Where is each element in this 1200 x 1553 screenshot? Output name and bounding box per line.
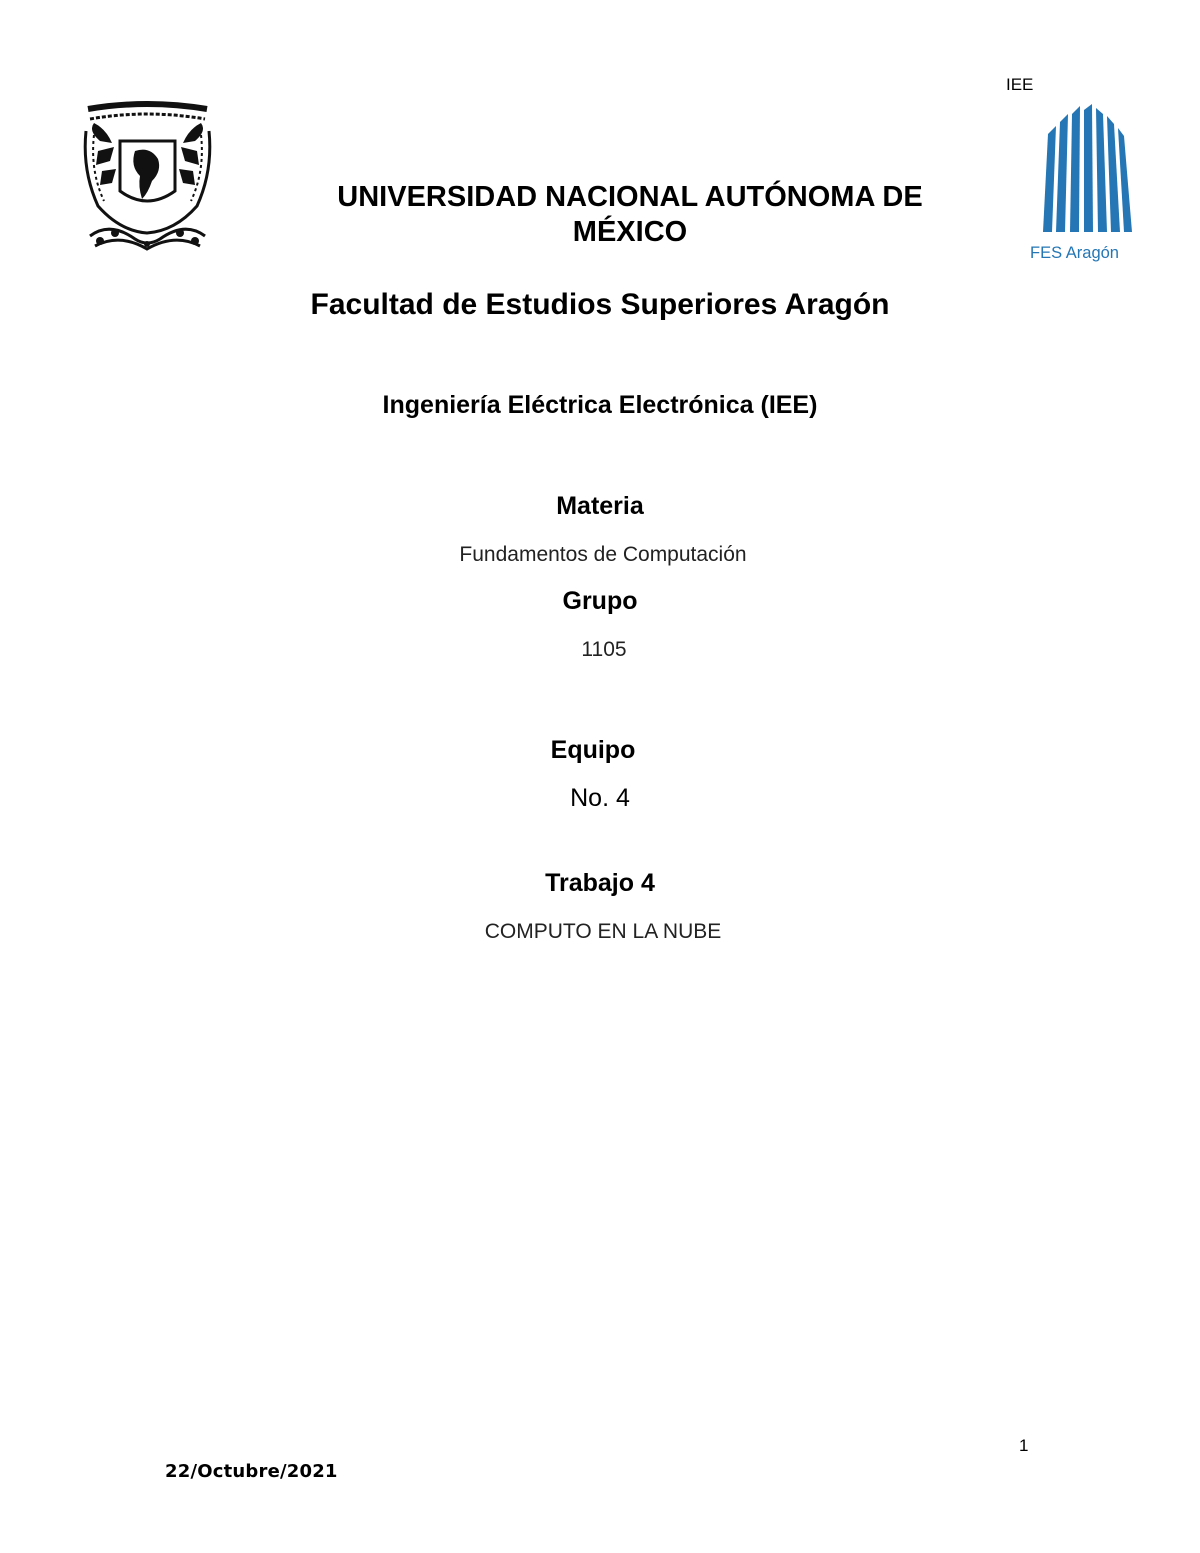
page-number: 1 xyxy=(1019,1436,1029,1455)
faculty-name: Facultad de Estudios Superiores Aragón xyxy=(310,288,890,321)
footer-date: 22/Octubre/2021 xyxy=(165,1461,338,1482)
trabajo-label: Trabajo 4 xyxy=(545,869,655,897)
career-name: Ingeniería Eléctrica Electrónica (IEE) xyxy=(382,391,818,419)
fes-aragon-logo-text: FES Aragón xyxy=(1030,244,1119,262)
grupo-label: Grupo xyxy=(562,587,638,615)
trabajo-value: COMPUTO EN LA NUBE xyxy=(484,920,722,943)
equipo-label: Equipo xyxy=(550,736,636,764)
unam-seal-icon xyxy=(80,101,215,254)
grupo-value: 1105 xyxy=(581,638,627,661)
equipo-value: No. 4 xyxy=(570,784,630,812)
materia-label: Materia xyxy=(556,492,644,520)
fes-aragon-logo-icon xyxy=(1028,104,1143,264)
university-name: UNIVERSIDAD NACIONAL AUTÓNOMA DE MÉXICO xyxy=(337,181,923,248)
header-label: IEE xyxy=(1006,75,1034,94)
materia-value: Fundamentos de Computación xyxy=(459,543,747,566)
